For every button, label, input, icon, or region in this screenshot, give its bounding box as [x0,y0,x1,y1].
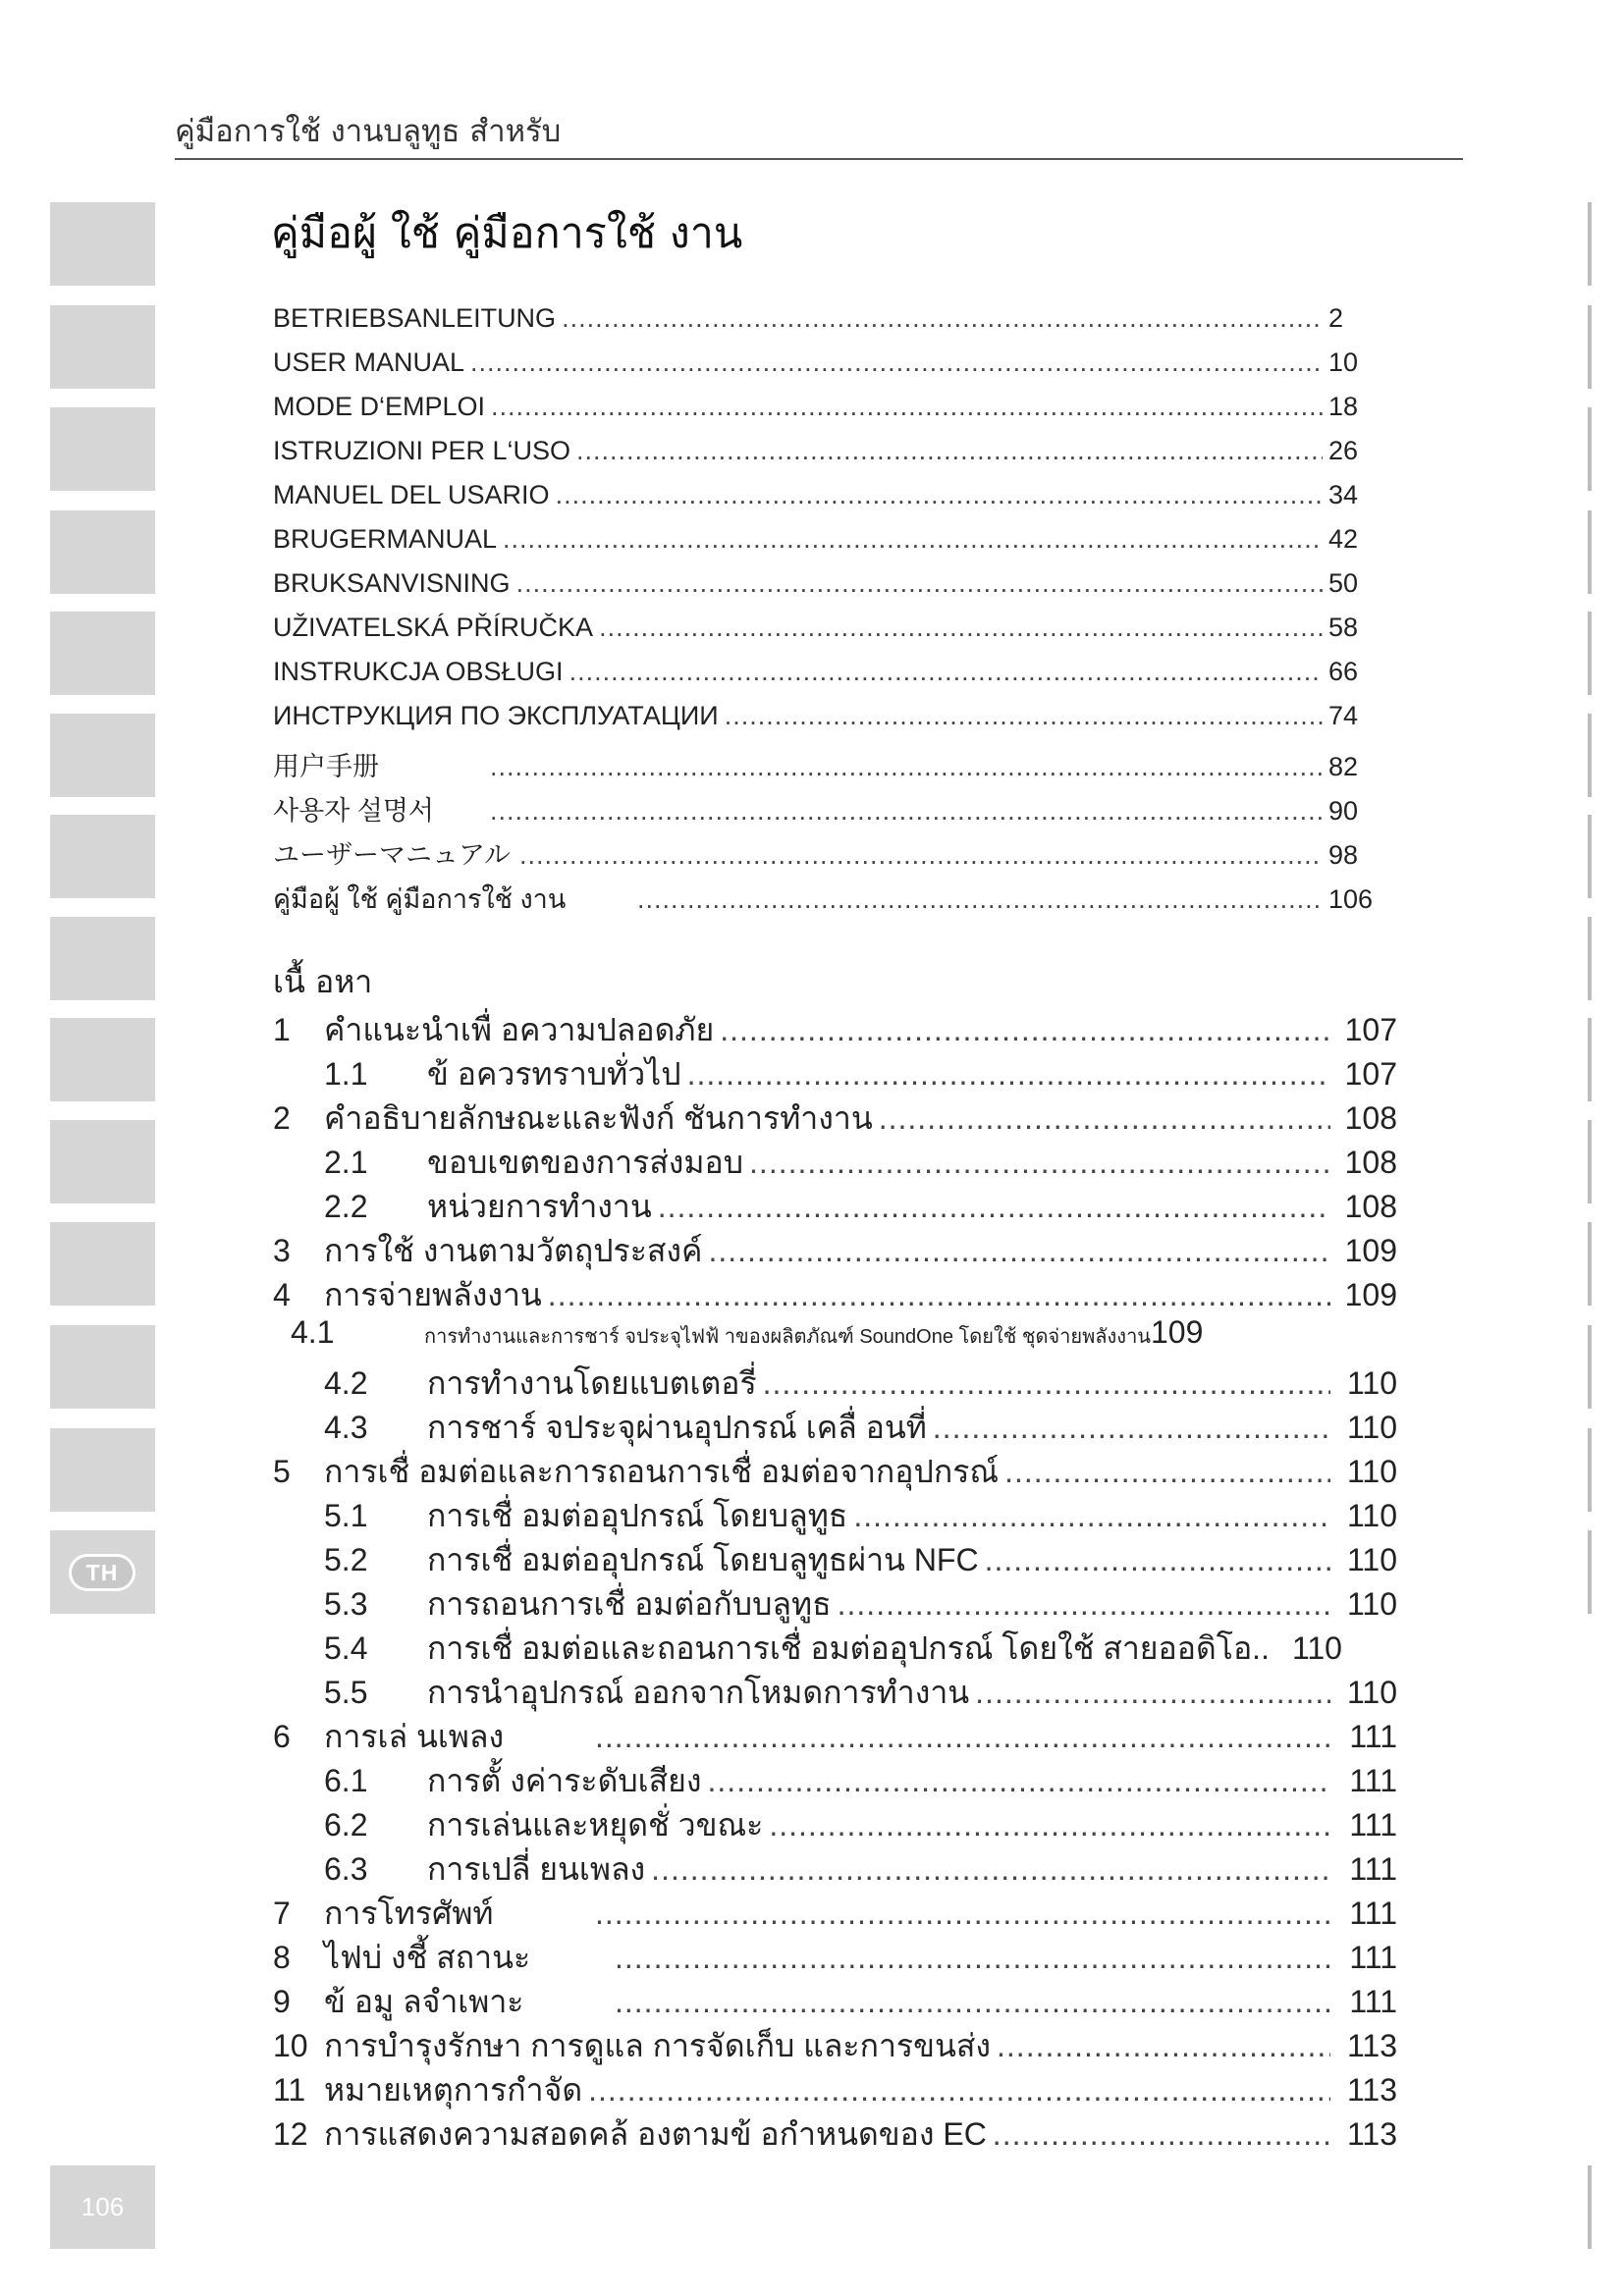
leader-dots [548,1277,1330,1313]
toc-entry-label: ข้ อควรทราบทั่วไป [427,1056,681,1092]
margin-bar [1588,1325,1592,1409]
margin-bar [1588,510,1592,594]
leader-dots [687,1056,1330,1093]
margin-bar [1588,612,1592,695]
sidebar-tab [50,1222,155,1306]
language-index-label: คู่มือผู้ ใช้ คู่มือการใช้ งาน [273,884,567,914]
toc-entry-page: 108 [1344,1189,1397,1224]
toc-entry-number: 6.2 [324,1807,368,1842]
language-index-row[interactable] [273,657,1382,696]
toc-entry-number: 4.2 [324,1365,368,1401]
leader-dots [658,1189,1330,1225]
toc-entry-label: การเล่นและหยุดชั่ วขณะ [427,1807,764,1842]
leader-dots [637,884,1323,915]
toc-entry-number: 1 [273,1012,291,1047]
sidebar-tab [50,305,155,389]
toc-entry-page: 111 [1349,1896,1397,1931]
toc-entry[interactable] [273,1005,1397,1055]
margin-bar [1588,1530,1592,1614]
leader-dots [588,2072,1330,2109]
language-index-page: 90 [1328,796,1359,826]
sidebar-tab [50,1325,155,1409]
toc-entry-page: 109 [1150,1314,1204,1350]
toc-entry-number: 5.1 [324,1498,368,1533]
sidebar-tab [50,815,155,898]
leader-dots [853,1498,1330,1534]
sidebar-tab [50,612,155,695]
toc-entry-label: การเชื่ อมต่ออุปกรณ์ โดยบลูทูธ [427,1498,848,1533]
toc-entry-page: 110 [1346,1410,1397,1445]
toc-entry-number: 4.1 [291,1314,335,1350]
toc-entry-number: 4.3 [324,1410,368,1445]
toc-entry-page: 110 [1346,1675,1397,1710]
toc-entry-page: 111 [1349,1763,1397,1798]
toc-entry[interactable] [273,1447,1397,1497]
language-index-page: 26 [1328,436,1359,465]
leader-dots [490,752,1323,782]
leader-dots [599,613,1323,643]
leader-dots [595,1719,1330,1755]
toc-entry-page: 110 [1346,1542,1397,1577]
toc-entry-number: 2 [273,1100,291,1136]
language-index-label: 사용자 설명서 [273,796,434,826]
leader-dots [651,1851,1330,1888]
toc-entry-label: การโทรศัพท์ [324,1896,494,1931]
toc-entry-page: 110 [1346,1365,1397,1401]
toc-entry[interactable] [273,2065,1397,2115]
language-badge-label: TH [72,1557,133,1588]
leader-dots [879,1100,1330,1137]
toc-entry[interactable] [324,1800,1397,1850]
toc-entry[interactable] [324,1624,1397,1674]
header-divider [175,158,1463,160]
toc-entry-number: 3 [273,1233,291,1268]
toc-entry-number: 5.4 [324,1630,368,1666]
margin-bar [1588,1120,1592,1203]
toc-entry-page: 109 [1344,1277,1397,1312]
leader-dots [749,1145,1330,1181]
toc-entry-label: การบำรุงรักษา การดูแล การจัดเก็บ และการขนส่ง [324,2028,992,2063]
toc-entry-number: 12 [273,2116,308,2152]
sidebar-tab [50,202,155,286]
margin-bar [1588,305,1592,389]
margin-bar [1588,1428,1592,1512]
margin-bar [1588,407,1592,491]
toc-entry-page: 110 [1346,1586,1397,1622]
toc-entry-number: 9 [273,1984,291,2019]
leader-dots [838,1586,1330,1623]
toc-entry-label: การทำงานโดยแบตเตอรี่ [427,1365,757,1401]
language-index-row[interactable] [273,568,1382,608]
leader-dots [725,701,1323,731]
toc-entry-label: การเปลี่ ยนเพลง [427,1851,646,1887]
language-index-page: 2 [1328,303,1344,333]
document-title: คู่มือผู้ ใช้ คู่มือการใช้ งาน [271,209,743,258]
margin-bar [1588,714,1592,797]
margin-bar [1588,2165,1592,2249]
toc-entry-page: 113 [1346,2028,1397,2063]
contents-heading: เนื้ อหา [273,963,373,1000]
toc-entry-page: 111 [1349,1807,1397,1842]
toc-entry[interactable] [324,1579,1397,1629]
language-index-page: 82 [1328,752,1359,781]
sidebar-tab [50,510,155,594]
leader-dots [933,1410,1330,1446]
leader-dots [490,796,1323,827]
language-index-label: BETRIEBSANLEITUNG [273,303,557,333]
toc-entry-page: 111 [1349,1940,1397,1975]
toc-entry[interactable] [324,1138,1397,1188]
toc-entry-page: 113 [1346,2072,1397,2108]
language-index-row[interactable] [273,833,1382,873]
toc-entry[interactable] [324,1049,1397,1099]
language-index-page: 66 [1328,657,1359,686]
language-index-row[interactable] [273,613,1382,652]
toc-entry-label: ไฟบ่ งชี้ สถานะ [324,1940,531,1975]
toc-entry-label: การถอนการเชื่ อมต่อกับบลูทูธ [427,1586,832,1622]
margin-bar [1588,1222,1592,1306]
leader-dots [470,347,1323,378]
language-index-row[interactable] [273,878,1382,917]
language-index-page: 74 [1328,701,1359,730]
toc-entry-page: 111 [1349,1984,1397,2019]
language-index-page: 10 [1328,347,1359,377]
language-index-label: BRUKSANVISNING [273,568,511,598]
toc-entry-page: 107 [1344,1056,1397,1092]
toc-entry-number: 8 [273,1940,291,1975]
toc-entry-number: 5.3 [324,1586,368,1622]
toc-entry[interactable] [324,1403,1397,1453]
toc-entry[interactable] [324,1359,1397,1409]
toc-entry-number: 1.1 [324,1056,368,1092]
leader-dots [708,1763,1330,1799]
leader-dots [576,436,1323,466]
language-index-page: 98 [1328,840,1359,870]
toc-entry-number: 5.5 [324,1675,368,1710]
toc-entry-label: การเล่ นเพลง [324,1719,505,1754]
leader-dots [503,524,1323,555]
toc-entry-page: 110 [1291,1630,1342,1666]
language-index-row[interactable] [273,701,1382,740]
sidebar-tab [50,407,155,491]
toc-entry[interactable] [273,1977,1397,2027]
toc-entry[interactable] [273,1889,1397,1939]
language-index-row[interactable] [273,436,1382,475]
toc-entry[interactable] [273,1270,1397,1320]
leader-dots [595,1896,1330,1932]
language-index-row[interactable] [273,347,1382,387]
toc-entry-page: 109 [1344,1233,1397,1268]
leader-dots [556,480,1323,510]
language-index-row[interactable] [273,789,1382,828]
leader-dots [615,1940,1330,1976]
toc-entry-label: การแสดงความสอดคล้ องตามข้ อกำหนดของ EC [324,2116,987,2152]
leader-dots [763,1365,1330,1402]
margin-bar [1588,815,1592,898]
language-index-label: UŽIVATELSKÁ PŘÍRUČKA [273,613,594,642]
toc-entry-label: การชาร์ จประจุผ่านอุปกรณ์ เคลื่ อนที่ [427,1410,927,1445]
leader-dots [720,1012,1330,1048]
toc-entry-label: การนำอุปกรณ์ ออกจากโหมดการทำงาน [427,1675,970,1710]
language-index-row[interactable] [273,745,1382,784]
toc-entry-number: 5 [273,1454,291,1489]
toc-entry-number: 2.2 [324,1189,368,1224]
margin-bar [1588,1018,1592,1101]
toc-entry-label: หน่วยการทำงาน [427,1189,652,1224]
language-index-page: 106 [1328,884,1374,914]
toc-entry-label: การทำงานและการชาร์ จประจุไฟฟ้ าของผลิตภัณฑ์ SoundOne โดยใช้ ชุดจ่ายพลังงาน [424,1326,1151,1348]
toc-entry-label: การจ่ายพลังงาน [324,1277,542,1312]
toc-entry-page: 108 [1344,1100,1397,1136]
leader-dots [519,840,1323,871]
toc-entry[interactable] [324,1491,1397,1541]
margin-bar [1588,917,1592,1000]
toc-entry-label: การเชื่ อมต่ออุปกรณ์ โดยบลูทูธผ่าน NFC [427,1542,979,1577]
toc-entry[interactable] [273,1712,1397,1762]
language-index-label: BRUGERMANUAL [273,524,498,554]
leader-dots [985,1542,1330,1578]
toc-entry-page: 107 [1344,1012,1397,1047]
language-index-page: 50 [1328,568,1359,598]
toc-entry[interactable] [324,1668,1397,1718]
toc-entry[interactable] [273,2109,1397,2160]
leader-dots [491,392,1323,422]
leader-dots [569,657,1323,687]
toc-entry[interactable] [273,1094,1397,1144]
toc-entry[interactable] [273,1933,1397,1983]
language-index-label: ユーザーマニュアル [273,840,511,870]
language-index-page: 58 [1328,613,1359,642]
language-index-label: INSTRUKCJA OBSŁUGI [273,657,564,686]
toc-entry[interactable] [291,1314,1390,1352]
language-index-row[interactable] [273,392,1382,431]
toc-entry-label: การเชื่ อมต่อและการถอนการเชื่ อมต่อจากอุปกรณ์ [324,1454,1000,1489]
language-index-label: USER MANUAL [273,347,465,377]
toc-entry-number: 6.3 [324,1851,368,1887]
toc-entry-number: 5.2 [324,1542,368,1577]
leader-dots [993,2116,1330,2153]
toc-entry-page: 110 [1346,1454,1397,1489]
leader-dots [516,568,1323,599]
toc-entry-label: คำอธิบายลักษณะและฟังก์ ชันการทำงาน [324,1100,873,1136]
toc-entry[interactable] [324,1535,1397,1585]
toc-entry-page: 113 [1346,2116,1397,2152]
leader-dots [769,1807,1330,1843]
toc-entry[interactable] [324,1844,1397,1895]
toc-entry-number: 7 [273,1896,291,1931]
language-badge [69,1554,135,1591]
toc-entry-page: 111 [1349,1719,1397,1754]
toc-entry-number: 6.1 [324,1763,368,1798]
toc-entry[interactable] [324,1182,1397,1232]
leader-dots [975,1675,1330,1711]
language-index-row[interactable] [273,480,1382,519]
language-index-label: MANUEL DEL USARIO [273,480,550,509]
sidebar-tab [50,1428,155,1512]
toc-entry-number: 4 [273,1277,291,1312]
toc-entry-page: 110 [1346,1498,1397,1533]
toc-entry-label: การเชื่ อมต่อและถอนการเชื่ อมต่ออุปกรณ์ โดยใช้ สายออดิโอ.. [427,1630,1270,1666]
toc-entry-page: 111 [1349,1851,1397,1887]
toc-entry-label: การใช้ งานตามวัตถุประสงค์ [324,1233,703,1268]
language-index-label: 用户手册 [273,752,379,781]
toc-entry-label: คำแนะนำเพื่ อความปลอดภัย [324,1012,715,1047]
language-index-row[interactable] [273,303,1382,343]
toc-entry-label: ขอบเขตของการส่งมอบ [427,1145,744,1180]
page-number: 106 [50,2165,155,2249]
sidebar-tab [50,1120,155,1203]
language-index-label: ISTRUZIONI PER L‘USO [273,436,571,465]
language-index-row[interactable] [273,524,1382,563]
margin-bar [1588,202,1592,286]
leader-dots [562,303,1323,334]
leader-dots [708,1233,1330,1269]
toc-entry-label: หมายเหตุการกำจัด [324,2072,583,2108]
language-index-page: 42 [1328,524,1359,554]
toc-entry-number: 11 [273,2072,306,2108]
language-index-page: 18 [1328,392,1359,421]
leader-dots [1004,1454,1330,1490]
leader-dots [997,2028,1330,2064]
running-header: คู่มือการใช้ งานบลูทูธ สำหรับ [175,114,562,149]
sidebar-tab [50,1018,155,1101]
toc-entry-label: การตั้ งค่าระดับเสียง [427,1763,702,1798]
toc-entry[interactable] [273,1226,1397,1276]
toc-entry-number: 2.1 [324,1145,368,1180]
language-index-label: MODE D‘EMPLOI [273,392,486,421]
toc-entry-page: 108 [1344,1145,1397,1180]
leader-dots [615,1984,1330,2020]
language-index-page: 34 [1328,480,1359,509]
toc-entry-number: 6 [273,1719,291,1754]
toc-entry-number: 10 [273,2028,308,2063]
toc-entry[interactable] [273,2021,1397,2071]
language-index-label: ИНСТРУКЦИЯ ПО ЭКСПЛУАТАЦИИ [273,701,719,730]
toc-entry-label: ข้ อมู ลจำเพาะ [324,1984,524,2019]
sidebar-tab [50,917,155,1000]
sidebar-tab [50,714,155,797]
toc-entry[interactable] [324,1756,1397,1806]
